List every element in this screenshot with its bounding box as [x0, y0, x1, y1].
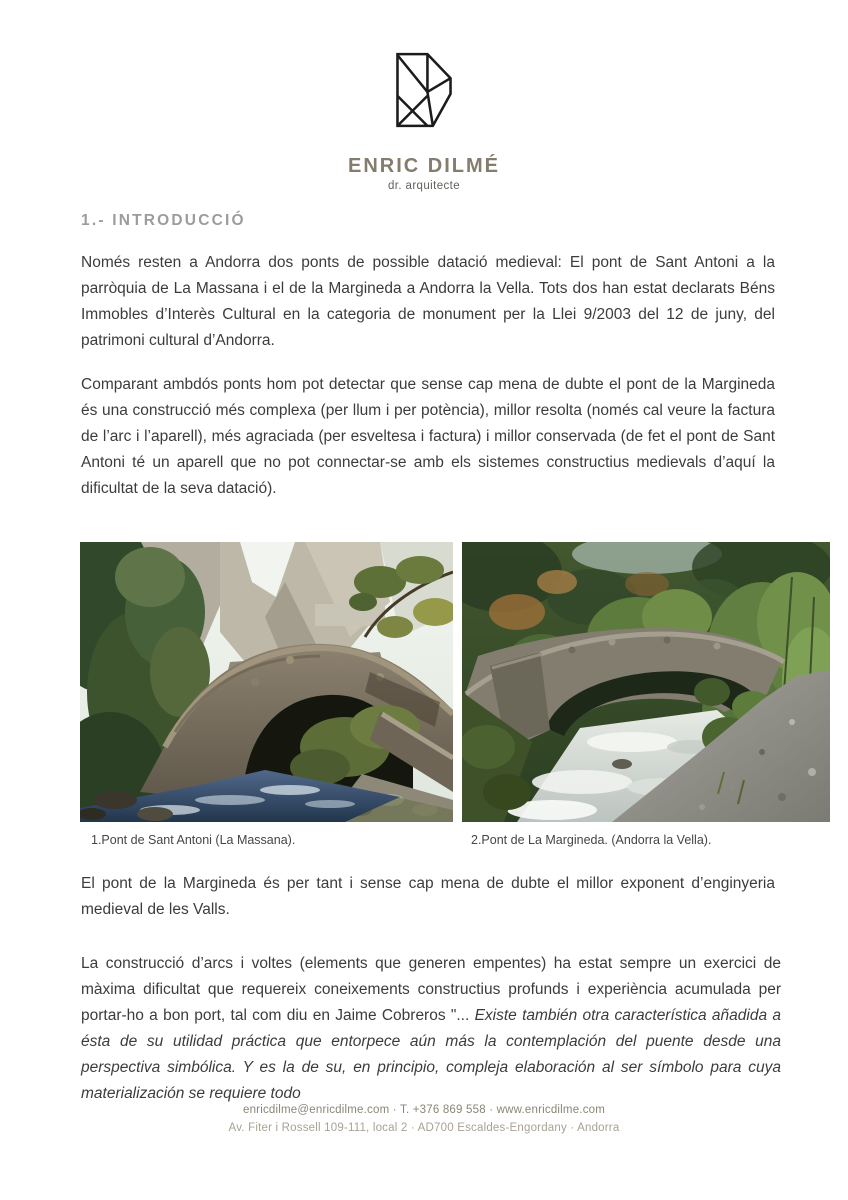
photo-pont-margineda: [462, 542, 830, 822]
brand-name: ENRIC DILMÉ: [348, 155, 500, 177]
quote-lead-in: La construcció d’arcs i voltes (elements que generen empentes) ha estat sempre un exercici de màxima dificultat que requereix coneixements constructius profunds i experiència acumulada per portar-ho a bon port, tal com diu en Jaime Cobreros "...: [81, 955, 781, 1024]
footer-contact-line: enricdilme@enricdilme.com · T. +376 869 558 · www.enricdilme.com: [242, 1104, 606, 1116]
footer-address-line: Av. Fiter i Rossell 109-111, local 2 · AD700 Escaldes-Engordany · Andorra: [228, 1122, 620, 1134]
figure-margineda: [462, 542, 830, 847]
paragraph-conclusion: El pont de la Margineda és per tant i sense cap mena de dubte el millor exponent d’enginyeria medieval de les Valls.: [81, 875, 775, 918]
paragraph-quote: [81, 951, 781, 1107]
photo-pont-sant-antoni: [80, 542, 453, 822]
quote-italic: Existe también otra característica añadida a ésta de su utilidad práctica que entorpece aún más la contemplación del puente desde una perspectiva simbólica. Y es la de su, en principio, compleja elaboración al ser símbolo para cuya materialización se requiere todo: [81, 1007, 781, 1102]
figure-sant-antoni: [80, 542, 453, 847]
brand-subtitle: dr. arquitecte: [387, 180, 461, 192]
enric-dilme-logo-icon: [396, 52, 452, 128]
figure-caption: 1.Pont de Sant Antoni (La Massana).: [91, 833, 296, 847]
footer: [0, 1103, 848, 1135]
figure-caption: 2.Pont de La Margineda. (Andorra la Vella).: [471, 833, 712, 847]
figure-row: [80, 542, 830, 847]
paragraph-intro: Només resten a Andorra dos ponts de possible datació medieval: El pont de Sant Antoni a la parròquia de La Massana i el de la Margineda a Andorra la Vella. Tots dos han estat declarats Béns Immobles d’Interès Cultural en la categoria de monument per la Llei 9/2003 del 12 de juny, del patrimoni cultural d’Andorra.: [81, 254, 775, 349]
section-heading: 1.- INTRODUCCIÓ: [81, 212, 246, 229]
paragraph-comparison: Comparant ambdós ponts hom pot detectar que sense cap mena de dubte el pont de la Margineda és una construcció més complexa (per llum i per potència), millor resolta (només cal veure la factura de l’arc i l’aparell), més agraciada (per esveltesa i factura) i millor conservada (de fet el pont de Sant Antoni té un aparell que no pot connectar-se amb els sistemes constructius medievals d’aquí la dificultat de la seva datació).: [81, 376, 775, 497]
